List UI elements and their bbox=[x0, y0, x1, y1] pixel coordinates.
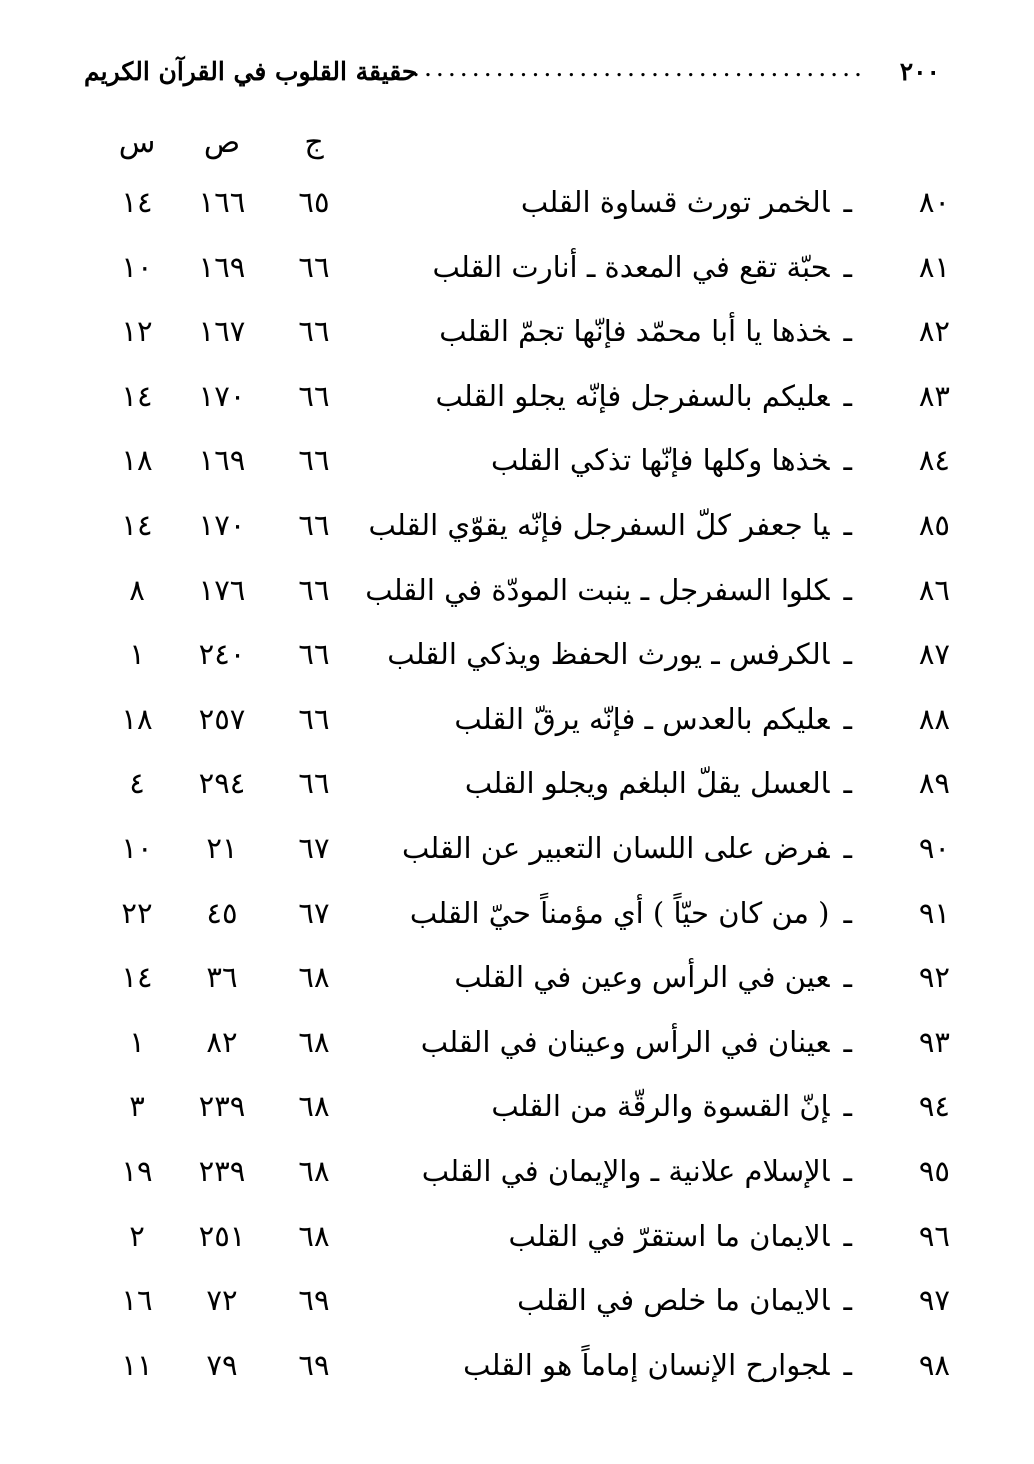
entry-text: الايمان ما خلص في القلب bbox=[517, 1283, 830, 1318]
book-title: حقيقة القلوب في القرآن الكريم bbox=[84, 57, 418, 86]
entry-part: ٦٥ bbox=[298, 185, 330, 219]
entry-part: ٦٨ bbox=[298, 1153, 330, 1188]
index-entry bbox=[0, 1268, 1034, 1333]
entry-page: ٣٦ bbox=[206, 960, 238, 995]
entry-text-wrap bbox=[432, 751, 852, 815]
index-entry bbox=[0, 945, 1034, 1010]
running-head bbox=[84, 50, 940, 94]
entry-line: ١٤ bbox=[121, 185, 153, 219]
entry-dash: ـ bbox=[843, 443, 852, 478]
entry-text-wrap bbox=[365, 558, 852, 622]
entry-number: ٩٤ bbox=[918, 1089, 950, 1124]
entry-number: ٨١ bbox=[918, 249, 950, 284]
entry-page: ٧٢ bbox=[206, 1283, 238, 1318]
entry-line: ١٠ bbox=[121, 249, 153, 284]
entry-number: ٩٣ bbox=[918, 1024, 950, 1059]
entry-part: ٦٨ bbox=[298, 1218, 330, 1253]
entry-page: ١٧٠ bbox=[198, 378, 246, 413]
entry-page: ١٦٧ bbox=[198, 314, 246, 349]
entry-text: فرض على اللسان التعبير عن القلب bbox=[401, 830, 830, 865]
entry-number: ٩٢ bbox=[918, 960, 950, 995]
entry-page: ٨٢ bbox=[206, 1024, 238, 1059]
entry-page: ٢٣٩ bbox=[198, 1089, 246, 1124]
entry-dash: ـ bbox=[843, 1153, 852, 1188]
entry-page: ٢٥١ bbox=[198, 1218, 246, 1253]
index-entry bbox=[0, 1074, 1034, 1139]
entry-part: ٦٩ bbox=[298, 1283, 330, 1318]
entry-text: الكرفس ـ يورث الحفظ ويذكي القلب bbox=[387, 637, 830, 672]
entry-part: ٦٧ bbox=[298, 830, 330, 865]
entry-dash: ـ bbox=[843, 1089, 852, 1124]
entry-text-wrap bbox=[421, 1139, 852, 1203]
entry-text: الإسلام علانية ـ والإيمان في القلب bbox=[421, 1153, 830, 1188]
leader-dots: ...................................... bbox=[412, 53, 866, 82]
column-header-line: س bbox=[118, 125, 156, 160]
entry-page: ١٧٠ bbox=[198, 507, 246, 542]
entry-text: لجوارح الإنسان إماماً هو القلب bbox=[463, 1347, 830, 1382]
entry-part: ٦٦ bbox=[298, 766, 330, 801]
entry-text: يا جعفر كلّ السفرجل فإنّه يقوّي القلب bbox=[368, 507, 830, 542]
entry-page: ٢٤٠ bbox=[198, 637, 246, 672]
entry-number: ٩٠ bbox=[918, 830, 950, 865]
entry-part: ٦٦ bbox=[298, 701, 330, 736]
entry-number: ٨٣ bbox=[918, 378, 950, 413]
entry-number: ٨٦ bbox=[918, 572, 950, 607]
index-entry bbox=[0, 235, 1034, 300]
entry-page: ٧٩ bbox=[206, 1347, 238, 1382]
entry-line: ١٦ bbox=[121, 1283, 153, 1318]
index-entry bbox=[0, 428, 1034, 493]
entry-number: ٨٤ bbox=[918, 443, 950, 478]
entry-text-wrap bbox=[420, 1010, 852, 1074]
entry-part: ٦٦ bbox=[298, 378, 330, 413]
entry-part: ٦٦ bbox=[298, 507, 330, 542]
index-entry bbox=[0, 299, 1034, 364]
entry-page: ١٦٩ bbox=[198, 443, 246, 478]
entry-line: ٣ bbox=[129, 1089, 145, 1124]
entry-text-wrap bbox=[432, 1074, 852, 1138]
entry-page: ٤٥ bbox=[206, 895, 238, 930]
entry-text: إنّ القسوة والرقّة من القلب bbox=[491, 1089, 830, 1124]
entry-text: عليكم بالسفرجل فإنّه يجلو القلب bbox=[435, 378, 830, 413]
entry-number: ٩٥ bbox=[918, 1153, 950, 1188]
entry-dash: ـ bbox=[843, 1024, 852, 1059]
index-entry bbox=[0, 558, 1034, 623]
entry-page: ٢٥٧ bbox=[198, 701, 246, 736]
index-entry bbox=[0, 170, 1034, 235]
entry-text: الخمر تورث قساوة القلب bbox=[520, 185, 830, 219]
page-number: ٢٠٠ bbox=[899, 57, 940, 86]
column-header-part: ج bbox=[304, 125, 324, 160]
entry-dash: ـ bbox=[843, 1283, 852, 1318]
entry-part: ٦٦ bbox=[298, 443, 330, 478]
entry-part: ٦٨ bbox=[298, 1024, 330, 1059]
entry-line: ٢ bbox=[129, 1218, 145, 1253]
entry-line: ٤ bbox=[129, 766, 145, 801]
entry-text-wrap bbox=[432, 1268, 852, 1332]
entry-dash: ـ bbox=[843, 507, 852, 542]
entry-dash: ـ bbox=[843, 637, 852, 672]
entry-line: ١٤ bbox=[121, 378, 153, 413]
entry-dash: ـ bbox=[843, 572, 852, 607]
entry-line: ٨ bbox=[129, 572, 145, 607]
entry-text-wrap bbox=[432, 1333, 852, 1397]
entry-line: ١٤ bbox=[121, 507, 153, 542]
entry-line: ١٨ bbox=[121, 443, 153, 478]
entry-text-wrap bbox=[368, 493, 852, 557]
entry-line: ٢٢ bbox=[121, 895, 153, 930]
entry-text-wrap bbox=[432, 428, 852, 492]
index-entry bbox=[0, 1010, 1034, 1075]
column-headers bbox=[0, 125, 1034, 165]
entry-line: ١ bbox=[129, 1024, 145, 1059]
entry-page: ١٧٦ bbox=[198, 572, 246, 607]
entry-text: كلوا السفرجل ـ ينبت المودّة في القلب bbox=[365, 572, 830, 607]
entry-dash: ـ bbox=[843, 1218, 852, 1253]
index-entry bbox=[0, 687, 1034, 752]
index-entry bbox=[0, 1204, 1034, 1269]
index-entry bbox=[0, 816, 1034, 881]
entry-text: خذها وكلها فإنّها تذكي القلب bbox=[491, 443, 830, 478]
entry-page: ١٦٦ bbox=[198, 185, 246, 219]
entry-number: ٨٠ bbox=[918, 185, 950, 219]
index-entry bbox=[0, 751, 1034, 816]
entry-dash: ـ bbox=[843, 1347, 852, 1382]
entry-number: ٨٢ bbox=[918, 314, 950, 349]
column-header-page: ص bbox=[203, 125, 241, 160]
index-entry bbox=[0, 1139, 1034, 1204]
entry-text-wrap bbox=[432, 1204, 852, 1268]
entry-text-wrap bbox=[387, 622, 852, 686]
entry-number: ٩٨ bbox=[918, 1347, 950, 1382]
entry-number: ٨٩ bbox=[918, 766, 950, 801]
entry-text: العسل يقلّ البلغم ويجلو القلب bbox=[464, 766, 830, 801]
index-entry bbox=[0, 1333, 1034, 1398]
entry-text: عين في الرأس وعين في القلب bbox=[454, 960, 830, 995]
entry-dash: ـ bbox=[843, 378, 852, 413]
entry-page: ١٦٩ bbox=[198, 249, 246, 284]
entry-line: ١٠ bbox=[121, 830, 153, 865]
entry-dash: ـ bbox=[843, 895, 852, 930]
entry-part: ٦٩ bbox=[298, 1347, 330, 1382]
entry-text-wrap bbox=[409, 881, 852, 945]
entry-line: ١٢ bbox=[121, 314, 153, 349]
entry-text: خذها يا أبا محمّد فإنّها تجمّ القلب bbox=[439, 314, 830, 349]
entry-text-wrap bbox=[432, 687, 852, 751]
entry-text: عليكم بالعدس ـ فإنّه يرقّ القلب bbox=[454, 701, 830, 736]
entry-number: ٨٧ bbox=[918, 637, 950, 672]
entry-text-wrap bbox=[432, 170, 852, 234]
entry-dash: ـ bbox=[843, 249, 852, 284]
entry-dash: ـ bbox=[843, 830, 852, 865]
entry-line: ١ bbox=[129, 637, 145, 672]
entry-number: ٩١ bbox=[918, 895, 950, 930]
entry-line: ١٤ bbox=[121, 960, 153, 995]
entry-number: ٩٦ bbox=[918, 1218, 950, 1253]
entry-dash: ـ bbox=[843, 960, 852, 995]
entry-text-wrap bbox=[432, 364, 852, 428]
entry-part: ٦٨ bbox=[298, 960, 330, 995]
entry-dash: ـ bbox=[843, 701, 852, 736]
entry-dash: ـ bbox=[843, 766, 852, 801]
index-entry bbox=[0, 881, 1034, 946]
entry-part: ٦٨ bbox=[298, 1089, 330, 1124]
entry-text: الايمان ما استقرّ في القلب bbox=[508, 1218, 830, 1253]
entry-part: ٦٦ bbox=[298, 314, 330, 349]
entry-line: ١١ bbox=[121, 1347, 153, 1382]
entry-text-wrap bbox=[401, 816, 852, 880]
entry-number: ٨٨ bbox=[918, 701, 950, 736]
entry-line: ١٨ bbox=[121, 701, 153, 736]
index-entries bbox=[0, 170, 1034, 1397]
entry-part: ٦٦ bbox=[298, 249, 330, 284]
entry-number: ٩٧ bbox=[918, 1283, 950, 1318]
entry-page: ٢٩٤ bbox=[198, 766, 246, 801]
entry-part: ٦٦ bbox=[298, 572, 330, 607]
entry-text-wrap bbox=[432, 235, 852, 299]
index-entry bbox=[0, 493, 1034, 558]
index-entry bbox=[0, 364, 1034, 429]
entry-number: ٨٥ bbox=[918, 507, 950, 542]
entry-page: ٢٣٩ bbox=[198, 1153, 246, 1188]
index-entry bbox=[0, 622, 1034, 687]
entry-part: ٦٧ bbox=[298, 895, 330, 930]
entry-text-wrap bbox=[432, 299, 852, 363]
entry-part: ٦٦ bbox=[298, 637, 330, 672]
entry-line: ١٩ bbox=[121, 1153, 153, 1188]
entry-text: ( من كان حيّاً ) أي مؤمناً حيّ القلب bbox=[409, 895, 830, 930]
entry-text: عينان في الرأس وعينان في القلب bbox=[420, 1024, 830, 1059]
entry-page: ٢١ bbox=[206, 830, 238, 865]
entry-dash: ـ bbox=[843, 314, 852, 349]
entry-dash: ـ bbox=[843, 185, 852, 219]
entry-text-wrap bbox=[432, 945, 852, 1009]
entry-text: حبّة تقع في المعدة ـ أنارت القلب bbox=[432, 249, 830, 284]
